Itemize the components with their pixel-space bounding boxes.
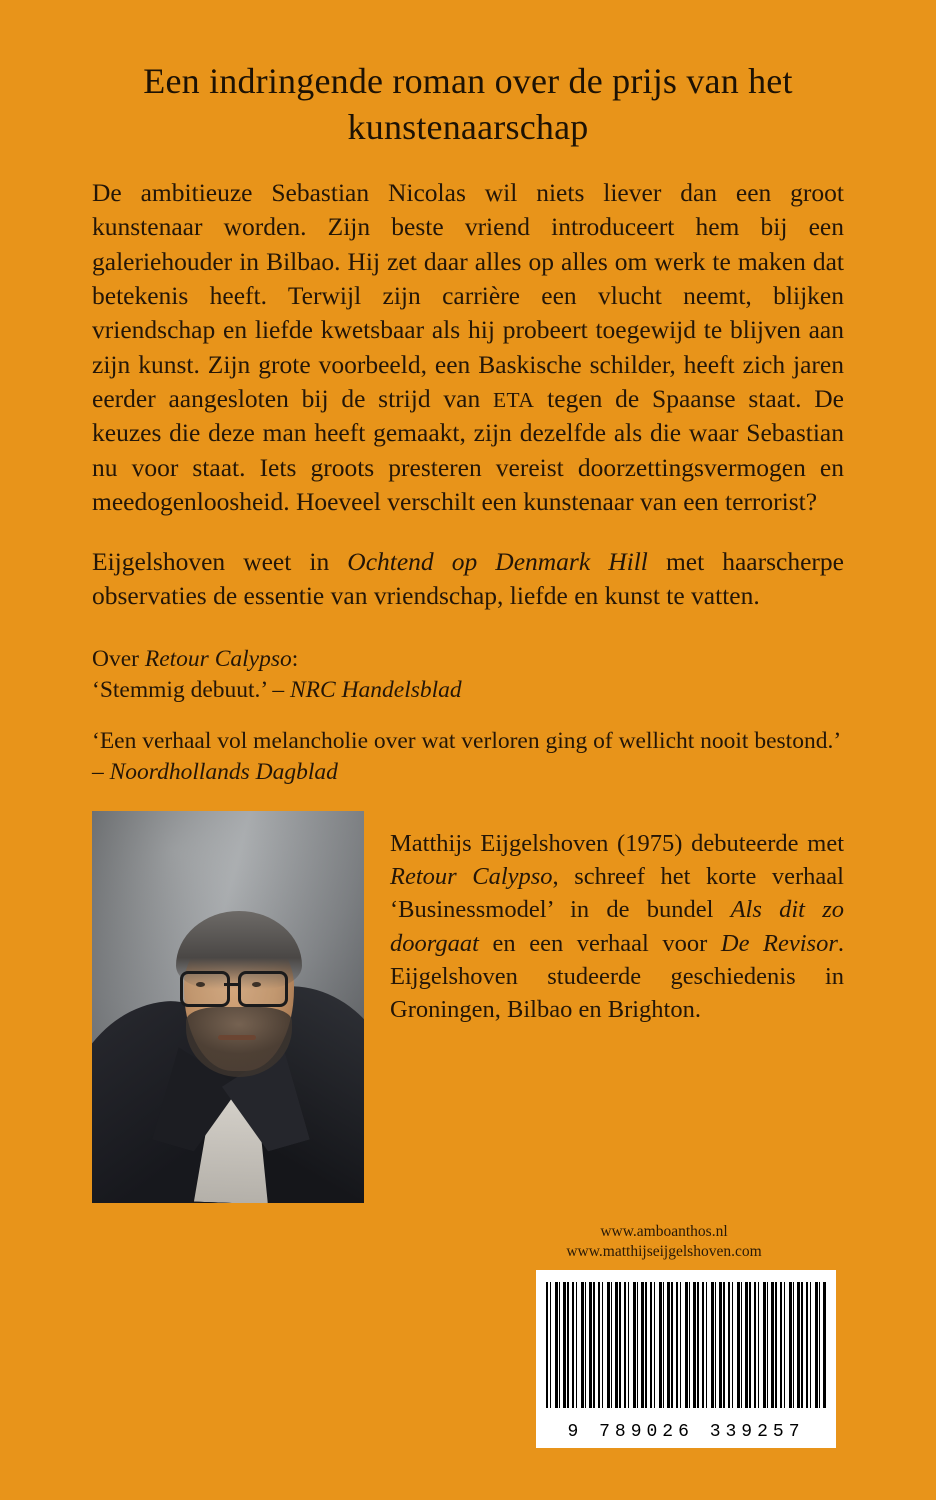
barcode-number: 9 789026 339257 [567, 1422, 805, 1442]
portrait-mouth [218, 1035, 256, 1040]
barcode [536, 1270, 836, 1448]
review-intro [92, 644, 844, 675]
blurb-paragraph-2 [92, 545, 844, 614]
review-block-2 [92, 726, 844, 789]
author-bio [390, 811, 844, 1027]
author-bio-title-2: Als dit zo doorgaat [390, 896, 844, 957]
author-portrait-wrapper [92, 811, 364, 1203]
blurb-paragraph-1 [92, 176, 844, 519]
author-bio-title-1: Retour Calypso [390, 863, 553, 891]
blurb-text-4: met haarscherpe observaties de essentie van vriendschap, liefde en kunst te vatten. [92, 547, 844, 611]
author-bio-text-3: en een verhaal voor [478, 929, 721, 957]
blurb-text-1: De ambitieuze Sebastian Nicolas wil niets liever dan een groot kunstenaar worden. Zijn beste vriend introduceert hem bij een galeriehouder in Bilbao. Hij zet daar alles op alles om werk te maken dat betekenis heeft. Terwijl zijn carrière een vlucht neemt, blijken vriendschap en liefde kwetsbaar als hij probeert toegewijd te blijven aan zijn kunst. Zijn grote voorbeeld, een Baskische schilder, heeft zich jaren eerder aangesloten bij de strijd van [92, 178, 844, 413]
review-quote-2-source: Noordhollands Dagblad [109, 759, 338, 786]
review-quote-1-text: ‘Stemmig debuut.’ – [92, 676, 290, 703]
review-quote-2-text: ‘Een verhaal vol melancholie over wat verloren ging of wellicht nooit bestond.’ – [92, 728, 840, 786]
author-bio-title-3: De Revisor [720, 929, 838, 957]
footer [484, 1222, 844, 1448]
page-title: Een indringende roman over de prijs van het kunstenaarschap [143, 61, 793, 148]
review-block-1 [92, 644, 844, 707]
blurb-text-3: Eijgelshoven weet in [92, 547, 348, 577]
author-portrait [92, 811, 364, 1203]
author-bio-text-2: , schreef het korte verhaal ‘Businessmodel’ in de bundel [390, 863, 844, 924]
portrait-glasses-left-lens [180, 971, 230, 1007]
author-bio-text-4: . Eijgelshoven studeerde geschiedenis in Groningen, Bilbao en Brighton. [390, 929, 844, 1024]
book-title-denmark-hill: Ochtend op Denmark Hill [347, 547, 648, 577]
blurb-text-2: tegen de Spaanse staat. De keuzes die deze man heeft gemaakt, zijn dezelfde als die waar Sebastian nu voor staat. Iets groots presteren vereist doorzettingsvermogen en meedogenloosheid. Hoeveel verschilt een kunstenaar van een terrorist? [92, 383, 844, 516]
portrait-glasses-bridge [224, 983, 238, 986]
review-intro-colon: : [291, 645, 299, 672]
author-url[interactable]: www.matthijseijgelshoven.com [566, 1243, 762, 1261]
review-quote-1 [92, 675, 844, 706]
review-intro-label: Over [92, 645, 145, 672]
publisher-url[interactable]: www.amboanthos.nl [600, 1223, 728, 1241]
eta-abbreviation: ETA [492, 387, 535, 412]
review-quote-1-source: NRC Handelsblad [289, 676, 462, 703]
barcode-bars [546, 1282, 826, 1408]
footer-urls [484, 1222, 844, 1262]
author-section [92, 811, 844, 1203]
author-bio-text-1: Matthijs Eijgelshoven (1975) debuteerde met [390, 829, 844, 857]
book-title-retour-calypso: Retour Calypso [144, 645, 292, 672]
portrait-glasses-right-lens [238, 971, 288, 1007]
